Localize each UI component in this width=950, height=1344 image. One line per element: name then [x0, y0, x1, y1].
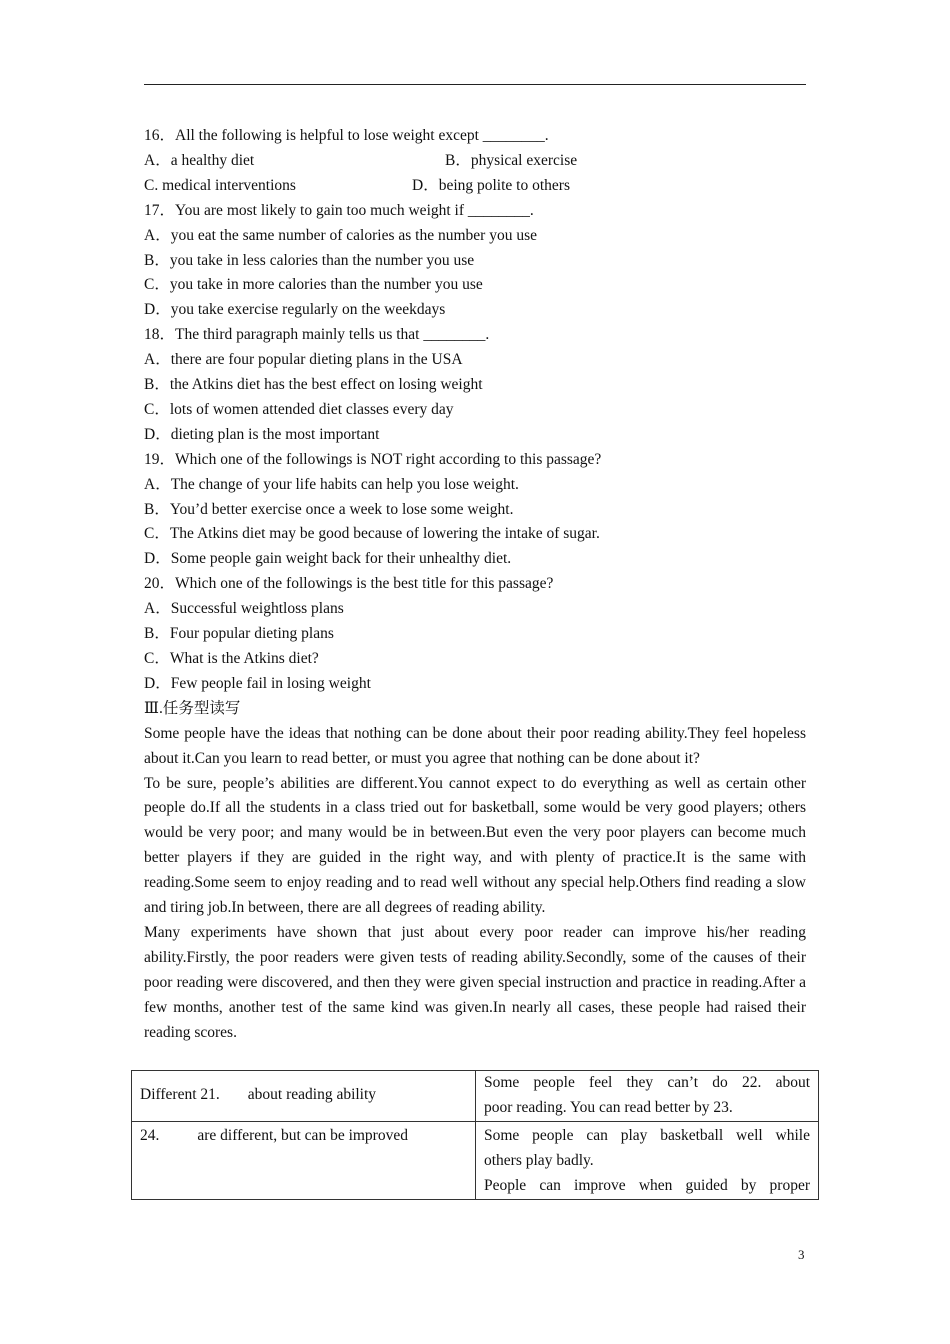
page-number: 3: [798, 1247, 805, 1262]
q16-option-d: D．being polite to others: [412, 176, 570, 194]
task-table-cell-r1-right: [476, 1071, 819, 1122]
q20-option-b: B．Four popular dieting plans: [144, 625, 334, 643]
section3-heading: Ⅲ.任务型读写: [144, 699, 241, 717]
q16-option-c: C. medical interventions: [144, 176, 296, 194]
task-table-cell-r2-left: [132, 1121, 476, 1199]
q18-option-c: C．lots of women attended diet classes every day: [144, 400, 454, 418]
header-rule: [144, 84, 806, 85]
q18-option-a: A．there are four popular dieting plans in the USA: [144, 351, 463, 369]
task-table: [131, 1070, 819, 1200]
r1-right-line-2: poor reading. You can read better by 23.: [484, 1098, 733, 1116]
q17-option-c: C．you take in more calories than the number you use: [144, 276, 483, 294]
q19-option-a: A．The change of your life habits can help you lose weight.: [144, 475, 519, 493]
q16-option-a: A．a healthy diet: [144, 151, 255, 169]
r1-left-text: about reading ability: [247, 1086, 377, 1104]
q19-stem: 19．Which one of the followings is NOT right according to this passage?: [144, 450, 602, 468]
blank-24-label: 24.: [140, 1126, 160, 1144]
passage-paragraph-2: To be sure, people’s abilities are different.You cannot expect to do everything as well as certain other people do.If all the students in a class tried out for basketball, some would be very good players; others would be very poor; and many would be in between.But even the very poor players can become much better players if they are guided in the right way, and with plenty of practice.It is the same with reading.Some seem to enjoy reading and to read well without any special help.Others find reading a slow and tiring job.In between, there are all degrees of reading ability.: [144, 774, 806, 917]
q18-option-b: B．the Atkins diet has the best effect on losing weight: [144, 376, 483, 394]
task-table-row-2: [132, 1121, 819, 1199]
blank-21-label: Different 21.: [140, 1086, 220, 1104]
r2-right-line-1: Some people can play basketball well while: [484, 1126, 810, 1144]
q18-stem: 18．The third paragraph mainly tells us that ________.: [144, 326, 490, 344]
q16-option-b: B．physical exercise: [445, 151, 578, 169]
r2-left-text: are different, but can be improved: [197, 1126, 408, 1144]
r1-right-line-1: Some people feel they can’t do 22. about: [484, 1074, 811, 1091]
r2-right-line-2: others play badly.: [484, 1151, 594, 1169]
q20-option-c: C．What is the Atkins diet?: [144, 650, 319, 667]
q18-option-d: D．dieting plan is the most important: [144, 425, 380, 443]
task-table-cell-r2-right: [476, 1121, 819, 1199]
q16-stem: 16．All the following is helpful to lose weight except ________.: [144, 127, 549, 144]
task-table-row-1: [132, 1071, 819, 1122]
q20-option-d: D．Few people fail in losing weight: [144, 674, 371, 692]
r2-right-line-3: People can improve when guided by proper: [484, 1176, 810, 1194]
q17-stem: 17．You are most likely to gain too much weight if ________.: [144, 201, 534, 219]
q19-option-d: D．Some people gain weight back for their unhealthy diet.: [144, 550, 512, 568]
q17-option-b: B．you take in less calories than the number you use: [144, 251, 475, 269]
task-table-cell-r1-left: [132, 1071, 476, 1122]
q16-options-cd: [144, 174, 806, 199]
q20-option-a: A．Successful weightloss plans: [144, 600, 344, 618]
passage-paragraph-1: Some people have the ideas that nothing can be done about their poor reading ability.They feel hopeless about it.Can you learn to read better, or must you agree that nothing can be done about it?: [144, 724, 806, 767]
q20-stem: 20．Which one of the followings is the best title for this passage?: [144, 575, 554, 593]
q19-option-c: C．The Atkins diet may be good because of lowering the intake of sugar.: [144, 525, 600, 543]
q17-option-d: D．you take exercise regularly on the weekdays: [144, 301, 446, 319]
q17-option-a: A．you eat the same number of calories as the number you use: [144, 226, 537, 244]
passage-paragraph-3: Many experiments have shown that just about every poor reader can improve his/her reading ability.Firstly, the poor readers were given tests of reading ability.Secondly, some of the causes of their poor reading were discovered, and then they were given special instruction and practice in reading.After a few months, another test of the same kind was given.In nearly all cases, these people had raised their reading scores.: [144, 923, 806, 1041]
document-body: [144, 124, 806, 1046]
q19-option-b: B．You’d better exercise once a week to lose some weight.: [144, 500, 514, 518]
q16-options-ab: [144, 149, 806, 174]
